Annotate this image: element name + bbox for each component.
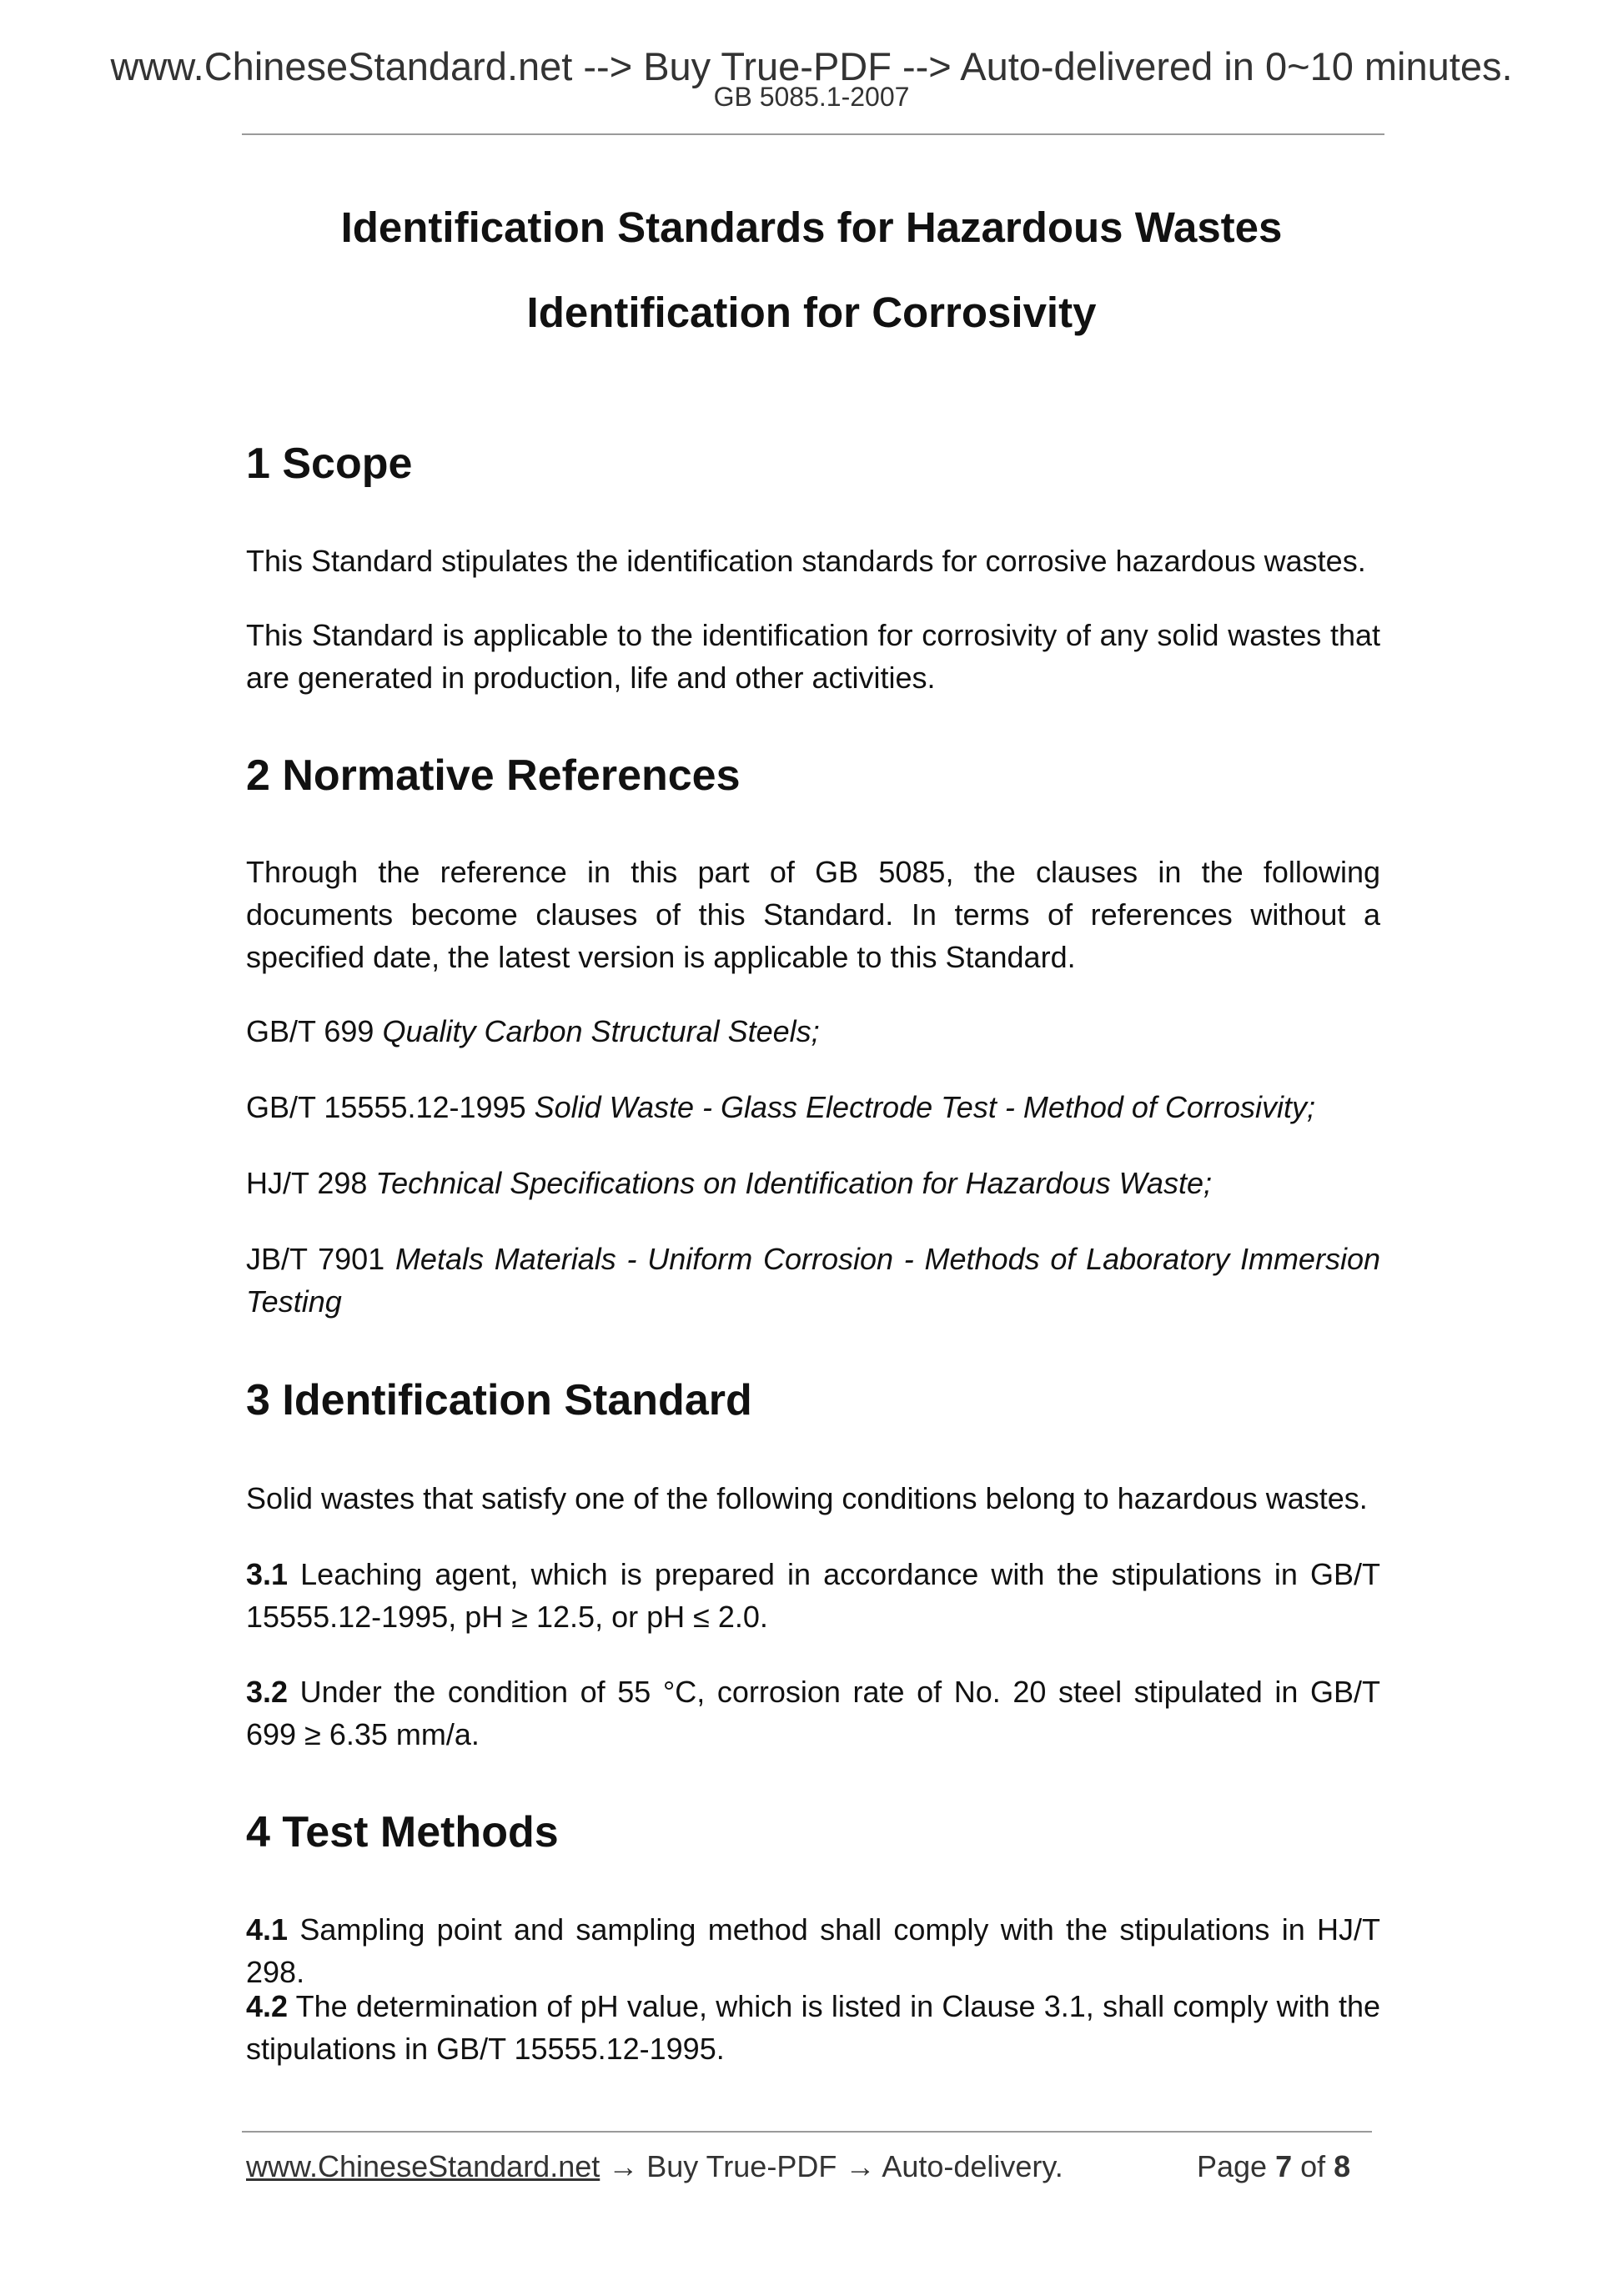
reference-title: Metals Materials - Uniform Corrosion - Methods of Laboratory Immersion Testing [246, 1242, 1380, 1319]
clause-text: Under the condition of 55 °C, corrosion rate of No. 20 steel stipulated in GB/T 699 ≥ 6.35 mm/a. [246, 1675, 1380, 1751]
page-current: 7 [1275, 2149, 1293, 2183]
clause-number: 4.1 [246, 1912, 289, 1947]
clause-text: Leaching agent, which is prepared in accordance with the stipulations in GB/T 15555.12-1995, pH ≥ 12.5, or pH ≤ 2.0. [246, 1557, 1380, 1634]
footer-promo [246, 2148, 1063, 2186]
footer-promo-text: → Buy True-PDF → Auto-delivery. [600, 2149, 1063, 2183]
clause-text: Sampling point and sampling method shall comply with the stipulations in HJ/T 298. [246, 1912, 1380, 1989]
watermark-banner: www.ChineseStandard.net --> Buy True-PDF --> Auto-delivered in 0~10 minutes. [110, 44, 1513, 88]
clause-4-1 [246, 1908, 1380, 1993]
reference-item [246, 1086, 1380, 1128]
page-of: of [1292, 2149, 1334, 2183]
page-number [1197, 2148, 1350, 2186]
scope-paragraph-2: This Standard is applicable to the identification for corrosivity of any solid wastes that are generated in production, life and other activities. [246, 618, 1380, 695]
identification-intro: Solid wastes that satisfy one of the following conditions belong to hazardous wastes. [246, 1481, 1368, 1515]
standard-code: GB 5085.1-2007 [713, 82, 910, 112]
reference-item [246, 1238, 1380, 1323]
section-heading-identification-standard: 3 Identification Standard [246, 1376, 752, 1424]
reference-code: GB/T 699 [246, 1014, 383, 1048]
header-divider [242, 133, 1384, 135]
clause-4-2 [246, 1985, 1380, 2070]
normative-intro: Through the reference in this part of GB 5085, the clauses in the following documents become clauses of this Standard. In terms of references without a specified date, the latest version is applicable to this Standard. [246, 855, 1380, 974]
page-label: Page [1197, 2149, 1276, 2183]
document-subtitle: Identification for Corrosivity [526, 289, 1097, 336]
reference-title: Quality Carbon Structural Steels; [382, 1014, 820, 1048]
reference-item [246, 1010, 1380, 1053]
page-total: 8 [1334, 2149, 1351, 2183]
reference-code: HJ/T 298 [246, 1166, 376, 1200]
reference-code: GB/T 15555.12-1995 [246, 1090, 535, 1124]
reference-title: Solid Waste - Glass Electrode Test - Method of Corrosivity; [534, 1090, 1315, 1124]
section-heading-test-methods: 4 Test Methods [246, 1808, 559, 1856]
reference-item [246, 1162, 1380, 1204]
clause-3-2 [246, 1671, 1380, 1756]
clause-number: 3.1 [246, 1557, 289, 1591]
reference-title: Technical Specifications on Identification for Hazardous Waste; [375, 1166, 1212, 1200]
scope-paragraph-1: This Standard stipulates the identification standards for corrosive hazardous wastes. [246, 544, 1366, 578]
section-heading-normative-references: 2 Normative References [246, 751, 741, 800]
section-heading-scope: 1 Scope [246, 440, 413, 488]
clause-text: The determination of pH value, which is listed in Clause 3.1, shall comply with the stipulations in GB/T 15555.12-1995. [246, 1989, 1380, 2066]
footer-divider [242, 2131, 1372, 2133]
document-title: Identification Standards for Hazardous Wastes [340, 203, 1283, 251]
reference-code: JB/T 7901 [246, 1242, 395, 1276]
clause-number: 3.2 [246, 1675, 289, 1709]
clause-number: 4.2 [246, 1989, 289, 2023]
footer-site-link[interactable]: www.ChineseStandard.net [246, 2149, 600, 2183]
clause-3-1 [246, 1553, 1380, 1638]
